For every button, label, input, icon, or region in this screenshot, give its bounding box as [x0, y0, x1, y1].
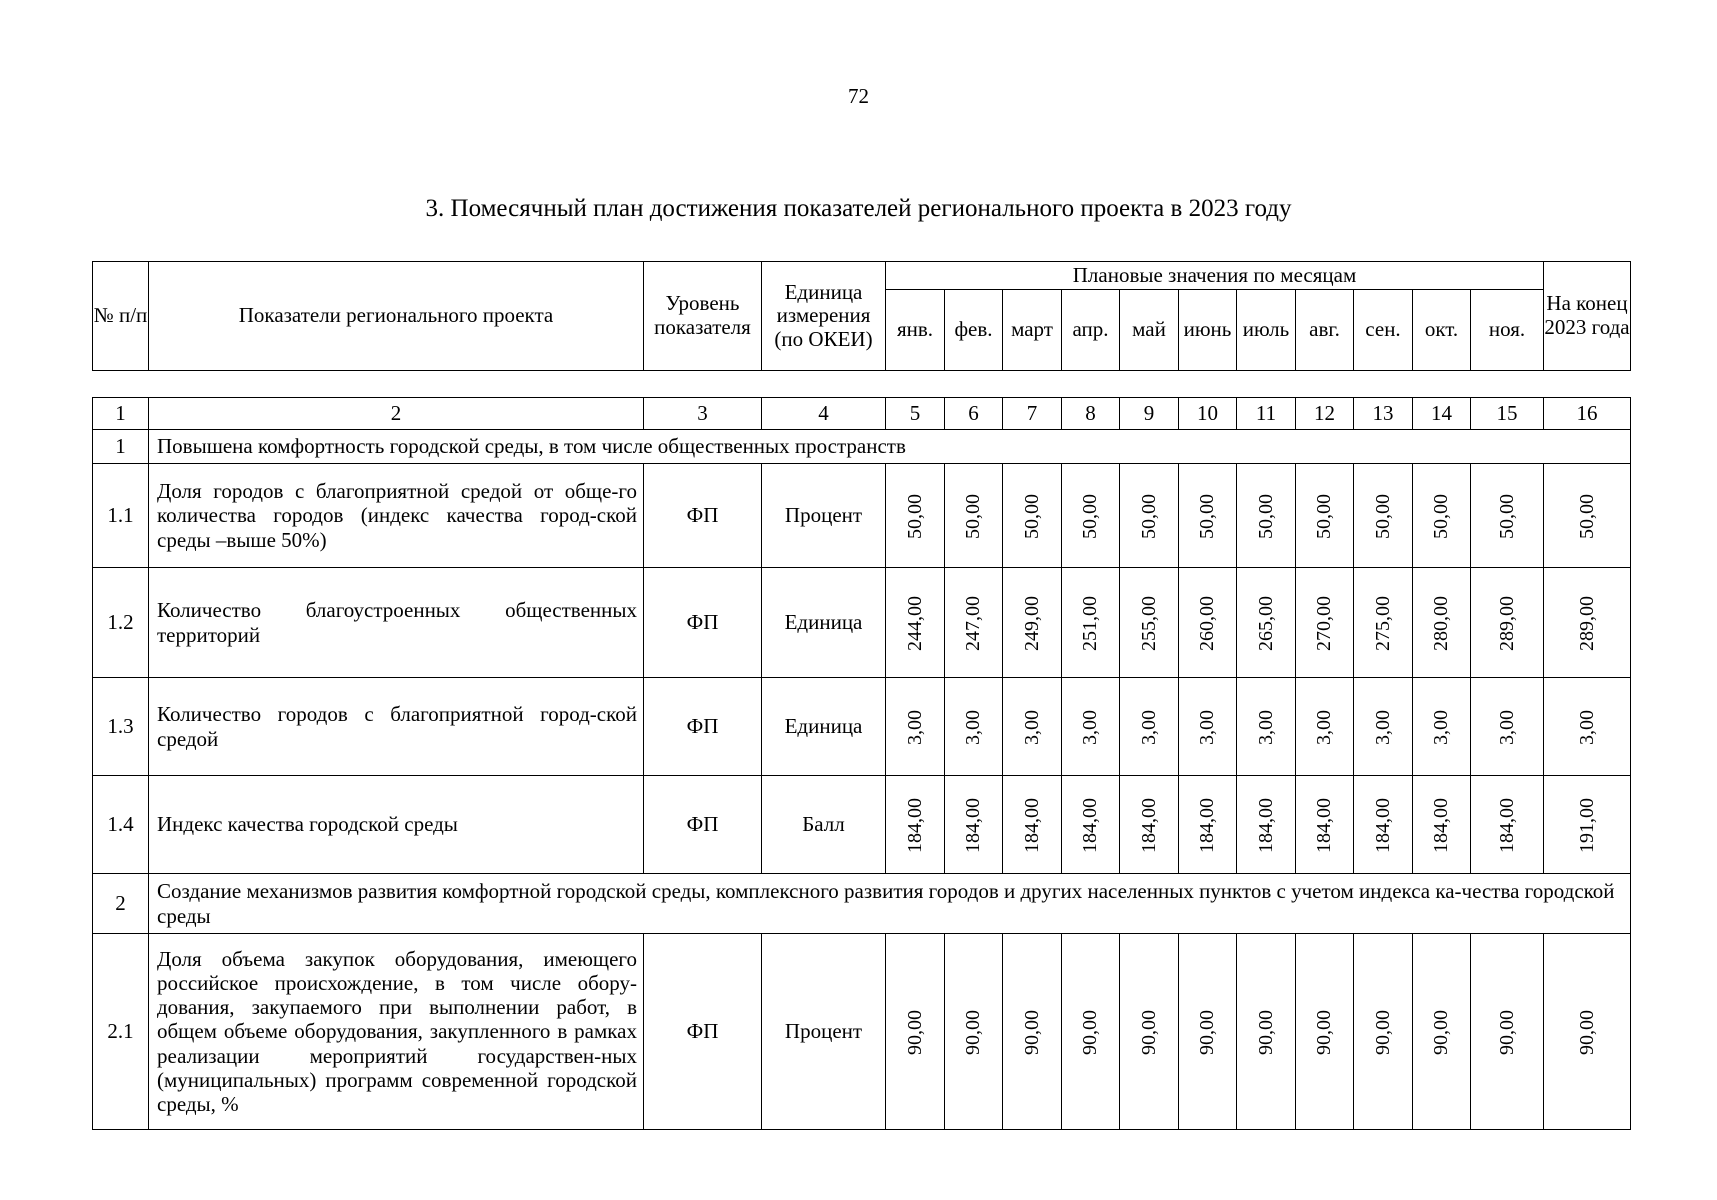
column-number: 1: [93, 398, 149, 430]
month-value: 3,00: [1371, 710, 1394, 745]
month-value: 50,00: [1020, 494, 1043, 539]
header-month: авг.: [1296, 290, 1354, 371]
column-number: 4: [762, 398, 886, 430]
value-cell: [1120, 934, 1179, 1130]
value-cell: [945, 568, 1003, 678]
month-value: 247,00: [962, 596, 984, 651]
page-number: 72: [848, 84, 869, 108]
month-value: 50,00: [1079, 494, 1101, 539]
row-number: 1.3: [93, 678, 149, 776]
section-title: Повышена комфортность городской среды, в том числе общественных пространств: [149, 430, 1631, 464]
month-value: 184,00: [1254, 798, 1277, 853]
column-number: 3: [644, 398, 762, 430]
value-cell: [1179, 776, 1237, 874]
value-cell: [1354, 776, 1413, 874]
year-end-value: 3,00: [1575, 710, 1598, 745]
indicator-level: ФП: [644, 934, 762, 1130]
row-number: 2.1: [93, 934, 149, 1130]
column-number: 12: [1296, 398, 1354, 430]
value-cell: [1413, 934, 1471, 1130]
month-value: 3,00: [1430, 710, 1452, 745]
value-cell: [886, 464, 945, 568]
table-row: [93, 464, 1631, 568]
month-value: 184,00: [903, 798, 926, 853]
value-cell: [1003, 678, 1062, 776]
month-value: 249,00: [1020, 596, 1043, 651]
year-end-value: 191,00: [1575, 798, 1598, 853]
month-value: 50,00: [1196, 494, 1218, 539]
header-year-end: На конец 2023 года: [1544, 262, 1631, 371]
month-value: 275,00: [1371, 596, 1394, 651]
column-number: 16: [1544, 398, 1631, 430]
indicator-level: ФП: [644, 464, 762, 568]
value-cell: [1296, 568, 1354, 678]
value-cell: [1003, 464, 1062, 568]
value-cell: [1413, 776, 1471, 874]
month-value: 184,00: [1313, 798, 1335, 853]
column-number: 2: [149, 398, 644, 430]
month-value: 90,00: [903, 1010, 926, 1055]
section-row: [93, 430, 1631, 464]
month-value: 184,00: [1371, 798, 1394, 853]
value-cell: [1413, 678, 1471, 776]
indicator-unit: Процент: [762, 464, 886, 568]
value-cell: [1296, 776, 1354, 874]
header-month: сен.: [1354, 290, 1413, 371]
month-value: 184,00: [1137, 798, 1160, 853]
header-indicator: Показатели регионального проекта: [149, 262, 644, 371]
header-month: янв.: [886, 290, 945, 371]
value-cell: [1179, 464, 1237, 568]
value-cell: [1003, 568, 1062, 678]
value-cell: [1120, 776, 1179, 874]
year-end-value: 50,00: [1575, 494, 1598, 539]
column-number: 15: [1471, 398, 1544, 430]
column-number: 5: [886, 398, 945, 430]
month-value: 90,00: [1313, 1010, 1335, 1055]
value-cell: [1354, 568, 1413, 678]
value-cell: [1471, 568, 1544, 678]
month-value: 3,00: [1313, 710, 1335, 745]
data-table: [92, 397, 1631, 1130]
value-cell: [1413, 464, 1471, 568]
value-cell: [1062, 934, 1120, 1130]
table-row: [93, 934, 1631, 1130]
month-value: 184,00: [1430, 798, 1452, 853]
value-cell: [1544, 678, 1631, 776]
section-number: 1: [93, 430, 149, 464]
section-title: Создание механизмов развития комфортной городской среды, комплексного развития городов и других населенных пунктов с учетом индекса ка-чества городской среды: [149, 874, 1631, 934]
month-value: 3,00: [1196, 710, 1218, 745]
value-cell: [1296, 934, 1354, 1130]
month-value: 244,00: [903, 596, 926, 651]
column-number: 8: [1062, 398, 1120, 430]
month-value: 255,00: [1137, 596, 1160, 651]
month-value: 50,00: [962, 494, 984, 539]
value-cell: [1237, 678, 1296, 776]
header-level: Уровень показателя: [644, 262, 762, 371]
value-cell: [1003, 776, 1062, 874]
value-cell: [1354, 464, 1413, 568]
value-cell: [1544, 934, 1631, 1130]
value-cell: [1120, 568, 1179, 678]
month-value: 270,00: [1313, 596, 1335, 651]
month-value: 280,00: [1430, 596, 1452, 651]
indicator-unit: Балл: [762, 776, 886, 874]
value-cell: [886, 678, 945, 776]
header-month: окт.: [1413, 290, 1471, 371]
header-month: апр.: [1062, 290, 1120, 371]
header-month: июль: [1237, 290, 1296, 371]
column-number: 10: [1179, 398, 1237, 430]
indicator-unit: Единица: [762, 678, 886, 776]
month-value: 90,00: [1196, 1010, 1218, 1055]
month-value: 184,00: [1196, 798, 1218, 853]
value-cell: [1237, 568, 1296, 678]
column-number: 13: [1354, 398, 1413, 430]
value-cell: [1544, 568, 1631, 678]
month-value: 90,00: [1371, 1010, 1394, 1055]
header-unit: Единица измерения (по ОКЕИ): [762, 262, 886, 371]
indicator-name: Количество благоустроенных общественных территорий: [149, 568, 644, 678]
indicator-name: Количество городов с благоприятной город-ской средой: [149, 678, 644, 776]
value-cell: [1471, 776, 1544, 874]
value-cell: [886, 568, 945, 678]
indicator-level: ФП: [644, 568, 762, 678]
document-title: 3. Помесячный план достижения показателей регионального проекта в 2023 году: [425, 195, 1292, 222]
value-cell: [1062, 464, 1120, 568]
month-value: 50,00: [1313, 494, 1335, 539]
value-cell: [1120, 678, 1179, 776]
row-number: 1.2: [93, 568, 149, 678]
value-cell: [1003, 934, 1062, 1130]
month-value: 90,00: [1137, 1010, 1160, 1055]
value-cell: [1179, 568, 1237, 678]
header-planned: Плановые значения по месяцам: [886, 262, 1544, 290]
month-value: 265,00: [1254, 596, 1277, 651]
month-value: 3,00: [1020, 710, 1043, 745]
month-value: 289,00: [1495, 596, 1518, 651]
month-value: 50,00: [1254, 494, 1277, 539]
value-cell: [886, 934, 945, 1130]
month-value: 50,00: [903, 494, 926, 539]
month-value: 3,00: [903, 710, 926, 745]
value-cell: [1237, 934, 1296, 1130]
month-value: 260,00: [1196, 596, 1218, 651]
value-cell: [1296, 678, 1354, 776]
year-end-value: 90,00: [1575, 1010, 1598, 1055]
month-value: 251,00: [1079, 596, 1101, 651]
header-month: ноя.: [1471, 290, 1544, 371]
column-number: 9: [1120, 398, 1179, 430]
month-value: 90,00: [1020, 1010, 1043, 1055]
value-cell: [945, 776, 1003, 874]
month-value: 50,00: [1137, 494, 1160, 539]
month-value: 50,00: [1495, 494, 1518, 539]
month-value: 90,00: [1430, 1010, 1452, 1055]
value-cell: [1471, 678, 1544, 776]
value-cell: [1354, 678, 1413, 776]
value-cell: [1062, 568, 1120, 678]
month-value: 3,00: [1495, 710, 1518, 745]
value-cell: [1062, 678, 1120, 776]
value-cell: [1062, 776, 1120, 874]
value-cell: [1471, 464, 1544, 568]
indicator-level: ФП: [644, 776, 762, 874]
month-value: 184,00: [1020, 798, 1043, 853]
section-row: [93, 874, 1631, 934]
month-value: 50,00: [1371, 494, 1394, 539]
value-cell: [1237, 776, 1296, 874]
column-number: 7: [1003, 398, 1062, 430]
month-value: 184,00: [962, 798, 984, 853]
value-cell: [1120, 464, 1179, 568]
column-number: 11: [1237, 398, 1296, 430]
header-num: № п/п: [93, 262, 149, 371]
value-cell: [945, 678, 1003, 776]
indicator-unit: Процент: [762, 934, 886, 1130]
month-value: 90,00: [1079, 1010, 1101, 1055]
header-table: [92, 261, 1631, 371]
table-row: [93, 776, 1631, 874]
indicator-name: Индекс качества городской среды: [149, 776, 644, 874]
month-value: 184,00: [1495, 798, 1518, 853]
value-cell: [1544, 464, 1631, 568]
value-cell: [1179, 678, 1237, 776]
header-month: фев.: [945, 290, 1003, 371]
value-cell: [1296, 464, 1354, 568]
value-cell: [1179, 934, 1237, 1130]
month-value: 3,00: [1254, 710, 1277, 745]
month-value: 90,00: [1495, 1010, 1518, 1055]
value-cell: [886, 776, 945, 874]
row-number: 1.1: [93, 464, 149, 568]
table-row: [93, 568, 1631, 678]
value-cell: [1471, 934, 1544, 1130]
value-cell: [1413, 568, 1471, 678]
table-row: [93, 678, 1631, 776]
indicator-name: Доля объема закупок оборудования, имеющего российское происхождение, в том числе обору-дования, закупаемого при выполнении работ, в общем объеме оборудования, закупленного в рамках реализации мероприятий государствен-ных (муниципальных) программ современной городской среды, %: [149, 934, 644, 1130]
value-cell: [945, 934, 1003, 1130]
value-cell: [1237, 464, 1296, 568]
value-cell: [945, 464, 1003, 568]
month-value: 50,00: [1430, 494, 1452, 539]
indicator-unit: Единица: [762, 568, 886, 678]
month-value: 90,00: [1254, 1010, 1277, 1055]
month-value: 3,00: [1137, 710, 1160, 745]
value-cell: [1544, 776, 1631, 874]
row-number: 1.4: [93, 776, 149, 874]
month-value: 3,00: [962, 710, 984, 745]
header-month: май: [1120, 290, 1179, 371]
month-value: 90,00: [962, 1010, 984, 1055]
month-value: 184,00: [1079, 798, 1101, 853]
header-month: март: [1003, 290, 1062, 371]
value-cell: [1354, 934, 1413, 1130]
header-month: июнь: [1179, 290, 1237, 371]
column-number: 6: [945, 398, 1003, 430]
year-end-value: 289,00: [1575, 596, 1598, 651]
section-number: 2: [93, 874, 149, 934]
indicator-name: Доля городов с благоприятной средой от обще-го количества городов (индекс качества город-ской среды –выше 50%): [149, 464, 644, 568]
indicator-level: ФП: [644, 678, 762, 776]
column-number: 14: [1413, 398, 1471, 430]
month-value: 3,00: [1079, 710, 1101, 745]
column-number-row: [93, 398, 1631, 430]
